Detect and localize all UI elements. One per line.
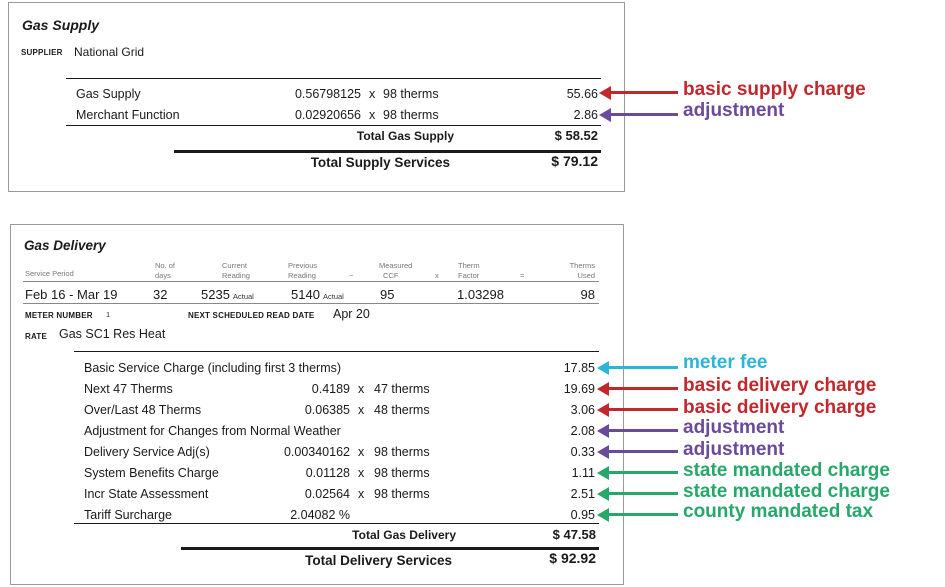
reading-therm-factor: 1.03298 xyxy=(457,287,504,302)
reading-current-type: Actual xyxy=(233,292,254,301)
delivery-row-rate: 0.01128 xyxy=(305,466,350,480)
delivery-row-label: Tariff Surcharge xyxy=(84,508,173,522)
delivery-row-times: x xyxy=(358,487,365,501)
header-measured: Measured xyxy=(379,261,413,270)
rate-value: Gas SC1 Res Heat xyxy=(59,327,166,341)
header-factor: Factor xyxy=(458,271,480,280)
annotation-arrow xyxy=(598,472,678,474)
total-supply-services-value: $ 79.12 xyxy=(551,153,598,169)
total-supply-services-label: Total Supply Services xyxy=(310,155,450,170)
annotation-label: county mandated tax xyxy=(683,501,874,522)
delivery-row-amount: 17.85 xyxy=(563,361,595,375)
delivery-row-times: x xyxy=(358,403,365,417)
annotation-arrow xyxy=(600,92,678,94)
supply-row-amount: 2.86 xyxy=(573,108,598,122)
reading-current: 5235 xyxy=(201,287,230,302)
delivery-row-amount: 2.08 xyxy=(570,424,595,438)
header-therm: Therm xyxy=(458,261,480,270)
next-read-value: Apr 20 xyxy=(333,307,370,321)
supply-row-qty: 98 therms xyxy=(383,87,439,101)
delivery-row-rate: 0.00340162 xyxy=(283,445,350,459)
reading-previous: 5140 xyxy=(291,287,320,302)
reading-previous-type: Actual xyxy=(323,292,344,301)
delivery-row-amount: 0.33 xyxy=(570,445,595,459)
header-ccf: CCF xyxy=(383,271,399,280)
annotation-label: adjustment xyxy=(683,100,785,121)
header-previous-reading: Reading xyxy=(288,271,316,280)
delivery-row-times: x xyxy=(358,382,365,396)
supply-title: Gas Supply xyxy=(22,17,100,33)
delivery-row-label: Delivery Service Adj(s) xyxy=(84,445,210,459)
header-times: x xyxy=(435,271,439,280)
delivery-row-amount: 0.95 xyxy=(570,508,595,522)
supply-table-top-rule xyxy=(66,78,601,79)
rate-label: RATE xyxy=(25,332,47,341)
header-previous: Previous xyxy=(288,261,318,270)
annotation-arrow xyxy=(600,114,678,116)
annotation-label: adjustment xyxy=(683,439,785,460)
annotation-arrow xyxy=(598,493,678,495)
supply-row-rate: 0.02920656 xyxy=(294,108,361,122)
reading-days: 32 xyxy=(153,287,168,302)
reading-ccf: 95 xyxy=(380,287,395,302)
delivery-row-label: Over/Last 48 Therms xyxy=(84,403,202,417)
header-used: Used xyxy=(577,271,595,280)
supplier-value: National Grid xyxy=(74,45,145,59)
reading-period: Feb 16 - Mar 19 xyxy=(25,287,118,302)
delivery-row-times: x xyxy=(358,466,365,480)
delivery-row-label: Basic Service Charge (including first 3 therms) xyxy=(84,361,342,375)
delivery-row-rate: 0.06385 xyxy=(304,403,350,417)
delivery-row-qty: 98 therms xyxy=(374,487,430,501)
annotation-label: adjustment xyxy=(683,417,785,438)
supply-row-qty: 98 therms xyxy=(383,108,439,122)
delivery-title: Gas Delivery xyxy=(24,238,106,253)
total-gas-supply-value: $ 58.52 xyxy=(554,128,598,143)
supplier-label: SUPPLIER xyxy=(21,48,63,57)
annotation-arrow xyxy=(598,451,678,453)
supply-row-label: Gas Supply xyxy=(76,87,141,101)
total-delivery-services-value: $ 92.92 xyxy=(549,550,596,566)
delivery-row-qty: 98 therms xyxy=(374,466,430,480)
delivery-row-rate: 2.04082 % xyxy=(290,508,350,522)
delivery-row-qty: 47 therms xyxy=(374,382,430,396)
delivery-row-amount: 2.51 xyxy=(570,487,595,501)
supply-row-rate: 0.56798125 xyxy=(294,87,361,101)
delivery-row-label: Next 47 Therms xyxy=(84,382,173,396)
supply-row-times: x xyxy=(369,87,376,101)
delivery-row-label: System Benefits Charge xyxy=(84,466,219,480)
delivery-row-amount: 19.69 xyxy=(563,382,595,396)
delivery-row-qty: 98 therms xyxy=(374,445,430,459)
meter-number-value: 1 xyxy=(106,310,111,319)
header-service-period: Service Period xyxy=(25,269,74,278)
supply-subtotal-rule xyxy=(66,125,601,126)
annotation-arrow xyxy=(598,388,678,390)
annotation-label: state mandated charge xyxy=(683,481,890,502)
meter-number-label: METER NUMBER xyxy=(25,311,93,320)
delivery-row-amount: 3.06 xyxy=(570,403,595,417)
header-current: Current xyxy=(222,261,248,270)
annotation-arrow xyxy=(598,409,678,411)
gas-supply-panel xyxy=(8,2,625,192)
header-rule xyxy=(23,281,599,282)
annotation-label: state mandated charge xyxy=(683,460,890,481)
header-minus: − xyxy=(349,271,354,280)
gas-delivery-panel xyxy=(10,224,624,585)
next-read-label: NEXT SCHEDULED READ DATE xyxy=(188,311,315,320)
delivery-row-rate: 0.02564 xyxy=(304,487,350,501)
delivery-row-label: Incr State Assessment xyxy=(84,487,209,501)
reading-therms-used: 98 xyxy=(580,287,595,302)
annotation-label: basic delivery charge xyxy=(683,397,877,418)
annotation-arrow xyxy=(598,430,678,432)
delivery-row-qty: 48 therms xyxy=(374,403,430,417)
header-equals: = xyxy=(520,271,525,280)
delivery-subtotal-rule xyxy=(74,523,599,524)
total-delivery-services-label: Total Delivery Services xyxy=(305,553,452,568)
header-therms: Therms xyxy=(569,261,595,270)
annotation-arrow xyxy=(598,367,678,369)
supply-row-label: Merchant Function xyxy=(76,108,180,122)
annotation-label: basic supply charge xyxy=(683,79,866,100)
total-gas-supply-label: Total Gas Supply xyxy=(356,129,454,143)
delivery-row-amount: 1.11 xyxy=(571,466,595,480)
header-no-of: No. of xyxy=(155,261,176,270)
delivery-row-rate: 0.4189 xyxy=(311,382,350,396)
delivery-row-label: Adjustment for Changes from Normal Weather xyxy=(84,424,341,438)
supply-row-times: x xyxy=(369,108,376,122)
annotation-label: basic delivery charge xyxy=(683,375,877,396)
delivery-table-top-rule xyxy=(74,351,599,352)
supply-row-amount: 55.66 xyxy=(566,87,598,101)
annotation-arrow xyxy=(598,514,678,516)
header-days: days xyxy=(155,271,171,280)
reading-rule xyxy=(23,303,599,304)
annotation-label: meter fee xyxy=(683,352,768,373)
total-gas-delivery-label: Total Gas Delivery xyxy=(352,528,456,542)
total-gas-delivery-value: $ 47.58 xyxy=(552,527,596,542)
header-current-reading: Reading xyxy=(222,271,250,280)
delivery-row-times: x xyxy=(358,445,365,459)
